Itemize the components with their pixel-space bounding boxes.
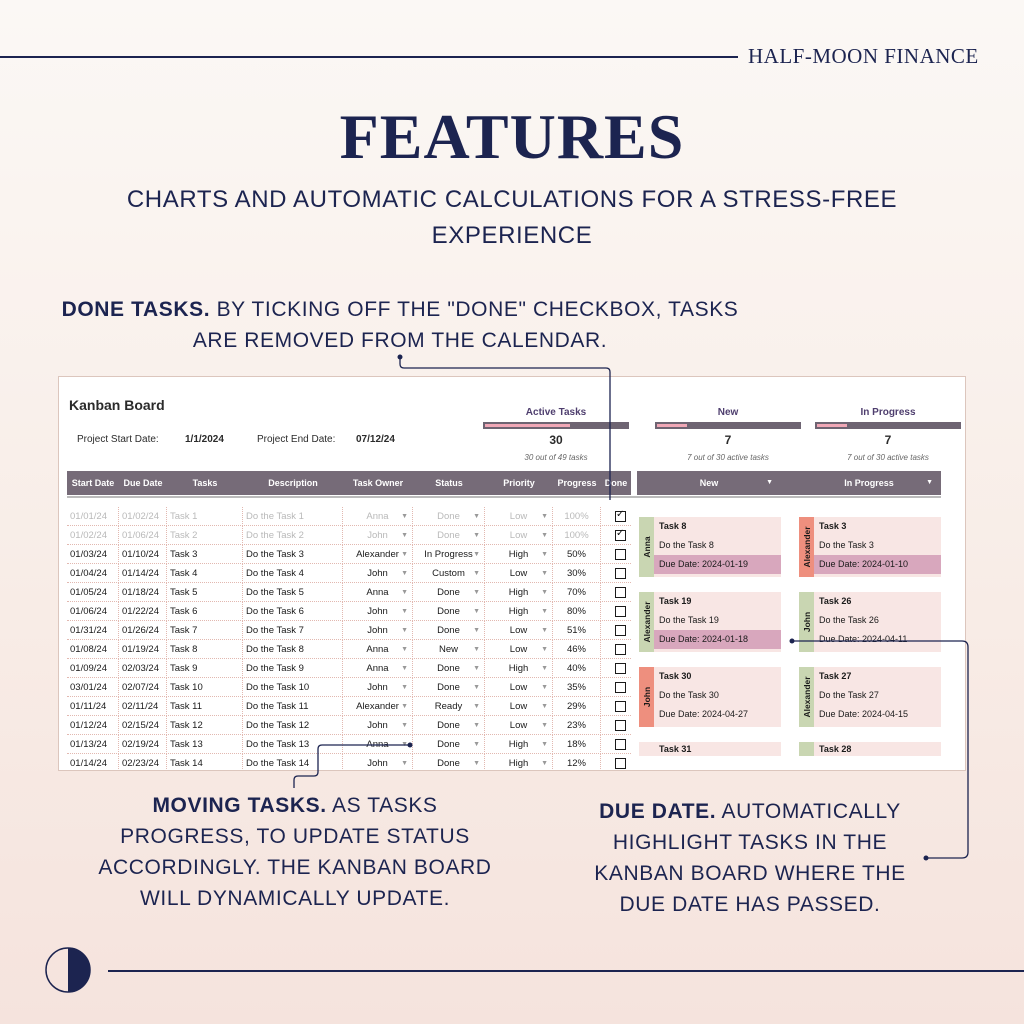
cell-task-value: Task 13 [170, 739, 203, 750]
kanban-column-new-label: New [699, 478, 719, 488]
card-due-date: Due Date: 2024-04-15 [819, 709, 909, 719]
dropdown-arrow-icon[interactable]: ▼ [541, 589, 548, 596]
card-due-date-overdue: Due Date: 2024-01-18 [654, 630, 781, 649]
cell-status-value: Done [437, 739, 460, 750]
cell-priority-value: Low [509, 511, 528, 522]
card-owner-name: Alexander [641, 601, 652, 643]
cell-progress-value: 18% [566, 739, 586, 750]
cell-status-value: Done [437, 720, 460, 731]
kpi-label: In Progress [860, 407, 916, 418]
card-description: Do the Task 19 [659, 615, 719, 625]
cell-start-value: 01/09/24 [70, 663, 107, 674]
cell-status-value: Done [437, 530, 460, 541]
cell-progress-value: 50% [566, 549, 586, 560]
card-owner-name: Alexander [801, 526, 812, 568]
cell-due-value: 02/03/24 [122, 663, 159, 674]
cell-start-value: 01/06/24 [70, 606, 107, 617]
card-due-date-overdue: Due Date: 2024-01-19 [654, 555, 781, 574]
cell-start-value: 03/01/24 [70, 682, 107, 693]
cell-priority-value: High [508, 587, 529, 598]
dropdown-arrow-icon[interactable]: ▼ [401, 513, 408, 520]
dropdown-arrow-icon[interactable]: ▼ [541, 722, 548, 729]
col-header-priority[interactable]: Priority [503, 478, 535, 488]
cell-due-value: 01/06/24 [122, 530, 159, 541]
kpi-value: 7 [724, 433, 732, 447]
dropdown-arrow-icon[interactable]: ▼ [401, 722, 408, 729]
dropdown-arrow-icon[interactable]: ▼ [473, 608, 480, 615]
dropdown-arrow-icon[interactable]: ▼ [473, 665, 480, 672]
cell-task-value: Task 7 [170, 625, 198, 636]
cell-due-value: 02/11/24 [122, 701, 159, 712]
cell-owner-value: Anna [366, 511, 389, 522]
card-owner-name: John [641, 686, 652, 708]
card-title: Task 3 [819, 521, 847, 531]
cell-priority-value: Low [509, 720, 528, 731]
cell-status-value: New [438, 644, 458, 655]
dropdown-arrow-icon[interactable]: ▼ [401, 570, 408, 577]
col-header-task-owner[interactable]: Task Owner [352, 478, 404, 488]
card-description: Do the Task 8 [659, 540, 714, 550]
dropdown-arrow-icon[interactable]: ▼ [541, 551, 548, 558]
card-due-date: Due Date: 2024-04-11 [819, 634, 908, 644]
dropdown-arrow-icon[interactable]: ▼ [401, 760, 408, 767]
cell-status-value: Done [437, 625, 460, 636]
cell-owner-value: Anna [366, 739, 389, 750]
connector-dot [408, 743, 413, 748]
dropdown-arrow-icon[interactable]: ▼ [401, 589, 408, 596]
project-start-label: Project Start Date: [77, 434, 159, 445]
callout-due-text: AUTOMATICALLY HIGHLIGHT TASKS IN THE KANBAN BOARD WHERE THE DUE DATE HAS PASSED. [594, 800, 906, 916]
footer-divider-line [108, 970, 1024, 972]
dropdown-arrow-icon[interactable]: ▼ [401, 608, 408, 615]
cell-priority-value: High [508, 758, 529, 769]
kpi-subtext: 7 out of 30 active tasks [847, 453, 929, 462]
cell-due-value: 01/02/24 [122, 511, 159, 522]
dropdown-arrow-icon[interactable]: ▼ [473, 703, 480, 710]
cell-progress-value: 23% [566, 720, 586, 731]
cell-task-value: Task 6 [170, 606, 198, 617]
cell-priority-value: High [508, 739, 529, 750]
cell-start-value: 01/13/24 [70, 739, 107, 750]
connector-dot [398, 355, 403, 360]
cell-task-value: Task 2 [170, 530, 198, 541]
cell-desc-value: Do the Task 6 [246, 606, 304, 617]
dropdown-arrow-icon[interactable]: ▼ [473, 513, 480, 520]
kpi-subtext: 30 out of 49 tasks [524, 453, 588, 462]
cell-due-value: 02/07/24 [122, 682, 159, 693]
cell-start-value: 01/11/24 [70, 701, 107, 712]
cell-desc-value: Do the Task 8 [246, 644, 304, 655]
card-description: Do the Task 27 [819, 690, 879, 700]
card-title: Task 8 [659, 521, 687, 531]
dropdown-arrow-icon[interactable]: ▼ [541, 684, 548, 691]
cell-priority-value: Low [509, 625, 528, 636]
dropdown-arrow-icon[interactable]: ▼ [401, 684, 408, 691]
card-title: Task 27 [819, 671, 852, 681]
cell-due-value: 01/19/24 [122, 644, 159, 655]
cell-due-value: 01/10/24 [122, 549, 159, 560]
dropdown-arrow-icon[interactable]: ▼ [401, 551, 408, 558]
cell-owner-value: John [367, 606, 388, 617]
brand-name: HALF-MOON FINANCE [748, 44, 979, 68]
dropdown-arrow-icon[interactable]: ▼ [401, 741, 408, 748]
dropdown-arrow-icon[interactable]: ▼ [541, 513, 548, 520]
dropdown-arrow-icon[interactable]: ▼ [473, 741, 480, 748]
cell-status-value: Done [437, 511, 460, 522]
card-title: Task 19 [659, 596, 692, 606]
card-title: Task 26 [819, 596, 852, 606]
cell-progress-value: 46% [566, 644, 586, 655]
dropdown-arrow-icon[interactable]: ▼ [473, 551, 480, 558]
callout-moving-heading: MOVING TASKS. [152, 794, 327, 817]
cell-priority-value: High [508, 663, 529, 674]
cell-owner-value: Anna [366, 663, 389, 674]
chevron-down-icon[interactable]: ▼ [926, 479, 933, 486]
dropdown-arrow-icon[interactable]: ▼ [541, 608, 548, 615]
card-description: Do the Task 30 [659, 690, 719, 700]
due-connector-line [792, 641, 968, 858]
cell-task-value: Task 5 [170, 587, 198, 598]
callout-due-heading: DUE DATE. [599, 800, 717, 823]
cell-task-value: Task 8 [170, 644, 198, 655]
cell-start-value: 01/12/24 [70, 720, 107, 731]
cell-task-value: Task 10 [170, 682, 203, 693]
cell-start-value: 01/04/24 [70, 568, 107, 579]
cell-status-value: Done [437, 587, 460, 598]
cell-desc-value: Do the Task 13 [246, 739, 310, 750]
cell-desc-value: Do the Task 7 [246, 625, 304, 636]
kpi-value: 7 [884, 433, 892, 447]
cell-progress-value: 100% [564, 530, 589, 541]
cell-owner-value: John [367, 530, 388, 541]
cell-start-value: 01/03/24 [70, 549, 107, 560]
cell-task-value: Task 4 [170, 568, 198, 579]
cell-owner-value: Alexander [356, 549, 399, 560]
cell-task-value: Task 3 [170, 549, 198, 560]
cell-progress-value: 40% [566, 663, 586, 674]
cell-priority-value: High [508, 606, 529, 617]
card-title: Task 31 [659, 744, 692, 754]
cell-priority-value: Low [509, 701, 528, 712]
cell-owner-value: Alexander [356, 701, 399, 712]
dropdown-arrow-icon[interactable]: ▼ [541, 627, 548, 634]
cell-owner-value: John [367, 720, 388, 731]
cell-task-value: Task 11 [170, 701, 203, 712]
callout-done-heading: DONE TASKS. [61, 298, 211, 321]
dropdown-arrow-icon[interactable]: ▼ [541, 646, 548, 653]
cell-start-value: 01/08/24 [70, 644, 107, 655]
card-owner-name: John [801, 611, 812, 633]
dropdown-arrow-icon[interactable]: ▼ [401, 703, 408, 710]
cell-status-value: Ready [434, 701, 463, 712]
chevron-down-icon[interactable]: ▼ [766, 479, 773, 486]
cell-due-value: 02/19/24 [122, 739, 159, 750]
half-moon-logo-icon [44, 946, 92, 994]
connector-dot [924, 856, 929, 861]
dropdown-arrow-icon[interactable]: ▼ [473, 722, 480, 729]
col-header-done[interactable]: Done [604, 478, 628, 488]
dropdown-arrow-icon[interactable]: ▼ [541, 760, 548, 767]
cell-status-value: Done [437, 682, 460, 693]
project-end-label: Project End Date: [257, 434, 336, 445]
cell-progress-value: 30% [566, 568, 586, 579]
cell-priority-value: Low [509, 682, 528, 693]
cell-desc-value: Do the Task 9 [246, 663, 304, 674]
cell-desc-value: Do the Task 2 [246, 530, 304, 541]
col-header-tasks[interactable]: Tasks [192, 478, 218, 488]
cell-desc-value: Do the Task 11 [246, 701, 309, 712]
cell-desc-value: Do the Task 1 [246, 511, 304, 522]
card-due-date-overdue: Due Date: 2024-01-10 [814, 555, 941, 574]
project-end-value[interactable]: 07/12/24 [356, 434, 395, 445]
cell-task-value: Task 12 [170, 720, 203, 731]
dropdown-arrow-icon[interactable]: ▼ [401, 665, 408, 672]
callout-moving-text: AS TASKS PROGRESS, TO UPDATE STATUS ACCORDINGLY. THE KANBAN BOARD WILL DYNAMICALLY UPDATE. [98, 794, 492, 910]
kanban-column-in-progress-label: In Progress [844, 478, 894, 488]
cell-status-value: Done [437, 663, 460, 674]
cell-priority-value: Low [509, 568, 528, 579]
col-header-due-date[interactable]: Due Date [123, 478, 163, 488]
cell-progress-value: 70% [566, 587, 586, 598]
cell-status-value: Custom [432, 568, 465, 579]
cell-desc-value: Do the Task 10 [246, 682, 310, 693]
col-header-description[interactable]: Description [268, 478, 318, 488]
cell-due-value: 02/23/24 [122, 758, 159, 769]
sheet-title: Kanban Board [69, 397, 165, 413]
cell-start-value: 01/02/24 [70, 530, 107, 541]
cell-task-value: Task 9 [170, 663, 198, 674]
col-header-status[interactable]: Status [435, 478, 463, 488]
card-description: Do the Task 3 [819, 540, 874, 550]
cell-progress-value: 51% [566, 625, 586, 636]
cell-start-value: 01/31/24 [70, 625, 107, 636]
kpi-label: New [717, 407, 739, 418]
card-due-date: Due Date: 2024-04-27 [659, 709, 749, 719]
dropdown-arrow-icon[interactable]: ▼ [473, 627, 480, 634]
cell-start-value: 01/01/24 [70, 511, 107, 522]
cell-priority-value: Low [509, 530, 528, 541]
cell-progress-value: 100% [564, 511, 589, 522]
dropdown-arrow-icon[interactable]: ▼ [473, 570, 480, 577]
card-owner-name: Alexander [801, 676, 812, 718]
cell-desc-value: Do the Task 3 [246, 549, 304, 560]
kpi-subtext: 7 out of 30 active tasks [687, 453, 769, 462]
cell-due-value: 01/18/24 [122, 587, 159, 598]
cell-owner-value: Anna [366, 644, 389, 655]
moving-connector-line [294, 745, 410, 788]
cell-status-value: Done [437, 758, 460, 769]
cell-task-value: Task 1 [170, 511, 198, 522]
cell-progress-value: 12% [566, 758, 586, 769]
dropdown-arrow-icon[interactable]: ▼ [473, 589, 480, 596]
page-subtitle: CHARTS AND AUTOMATIC CALCULATIONS FOR A STRESS-FREE EXPERIENCE [126, 186, 898, 249]
dropdown-arrow-icon[interactable]: ▼ [541, 570, 548, 577]
callout-done-text: BY TICKING OFF THE "DONE" CHECKBOX, TASKS ARE REMOVED FROM THE CALENDAR. [192, 298, 739, 352]
cell-owner-value: John [367, 758, 388, 769]
cell-start-value: 01/14/24 [70, 758, 107, 769]
kpi-label: Active Tasks [525, 407, 587, 418]
cell-status-value: Done [437, 606, 460, 617]
kpi-value: 30 [549, 433, 563, 447]
cell-start-value: 01/05/24 [70, 587, 107, 598]
dropdown-arrow-icon[interactable]: ▼ [541, 532, 548, 539]
cell-priority-value: Low [509, 644, 528, 655]
dropdown-arrow-icon[interactable]: ▼ [473, 684, 480, 691]
cell-priority-value: High [508, 549, 529, 560]
col-header-progress[interactable]: Progress [557, 478, 597, 488]
cell-owner-value: John [367, 568, 388, 579]
cell-progress-value: 35% [566, 682, 586, 693]
cell-due-value: 01/14/24 [122, 568, 159, 579]
cell-due-value: 01/22/24 [122, 606, 159, 617]
dropdown-arrow-icon[interactable]: ▼ [401, 532, 408, 539]
cell-due-value: 01/26/24 [122, 625, 159, 636]
cell-progress-value: 29% [566, 701, 586, 712]
connector-dot [790, 639, 795, 644]
dropdown-arrow-icon[interactable]: ▼ [541, 741, 548, 748]
cell-owner-value: John [367, 625, 388, 636]
dropdown-arrow-icon[interactable]: ▼ [541, 703, 548, 710]
dropdown-arrow-icon[interactable]: ▼ [541, 665, 548, 672]
dropdown-arrow-icon[interactable]: ▼ [401, 627, 408, 634]
cell-status-value: In Progress [424, 549, 473, 560]
cell-desc-value: Do the Task 4 [246, 568, 304, 579]
dropdown-arrow-icon[interactable]: ▼ [401, 646, 408, 653]
cell-task-value: Task 14 [170, 758, 203, 769]
card-description: Do the Task 26 [819, 615, 879, 625]
dropdown-arrow-icon[interactable]: ▼ [473, 760, 480, 767]
page-title: FEATURES [339, 101, 685, 172]
done-connector-line [400, 356, 610, 500]
project-start-value[interactable]: 1/1/2024 [185, 434, 224, 445]
col-header-start-date[interactable]: Start Date [71, 478, 115, 488]
cell-desc-value: Do the Task 12 [246, 720, 310, 731]
cell-progress-value: 80% [566, 606, 586, 617]
dropdown-arrow-icon[interactable]: ▼ [473, 646, 480, 653]
cell-owner-value: Anna [366, 587, 389, 598]
cell-owner-value: John [367, 682, 388, 693]
card-title: Task 30 [659, 671, 692, 681]
card-title: Task 28 [819, 744, 852, 754]
dropdown-arrow-icon[interactable]: ▼ [473, 532, 480, 539]
cell-desc-value: Do the Task 5 [246, 587, 304, 598]
cell-desc-value: Do the Task 14 [246, 758, 310, 769]
cell-due-value: 02/15/24 [122, 720, 159, 731]
card-owner-name: Anna [641, 536, 652, 558]
